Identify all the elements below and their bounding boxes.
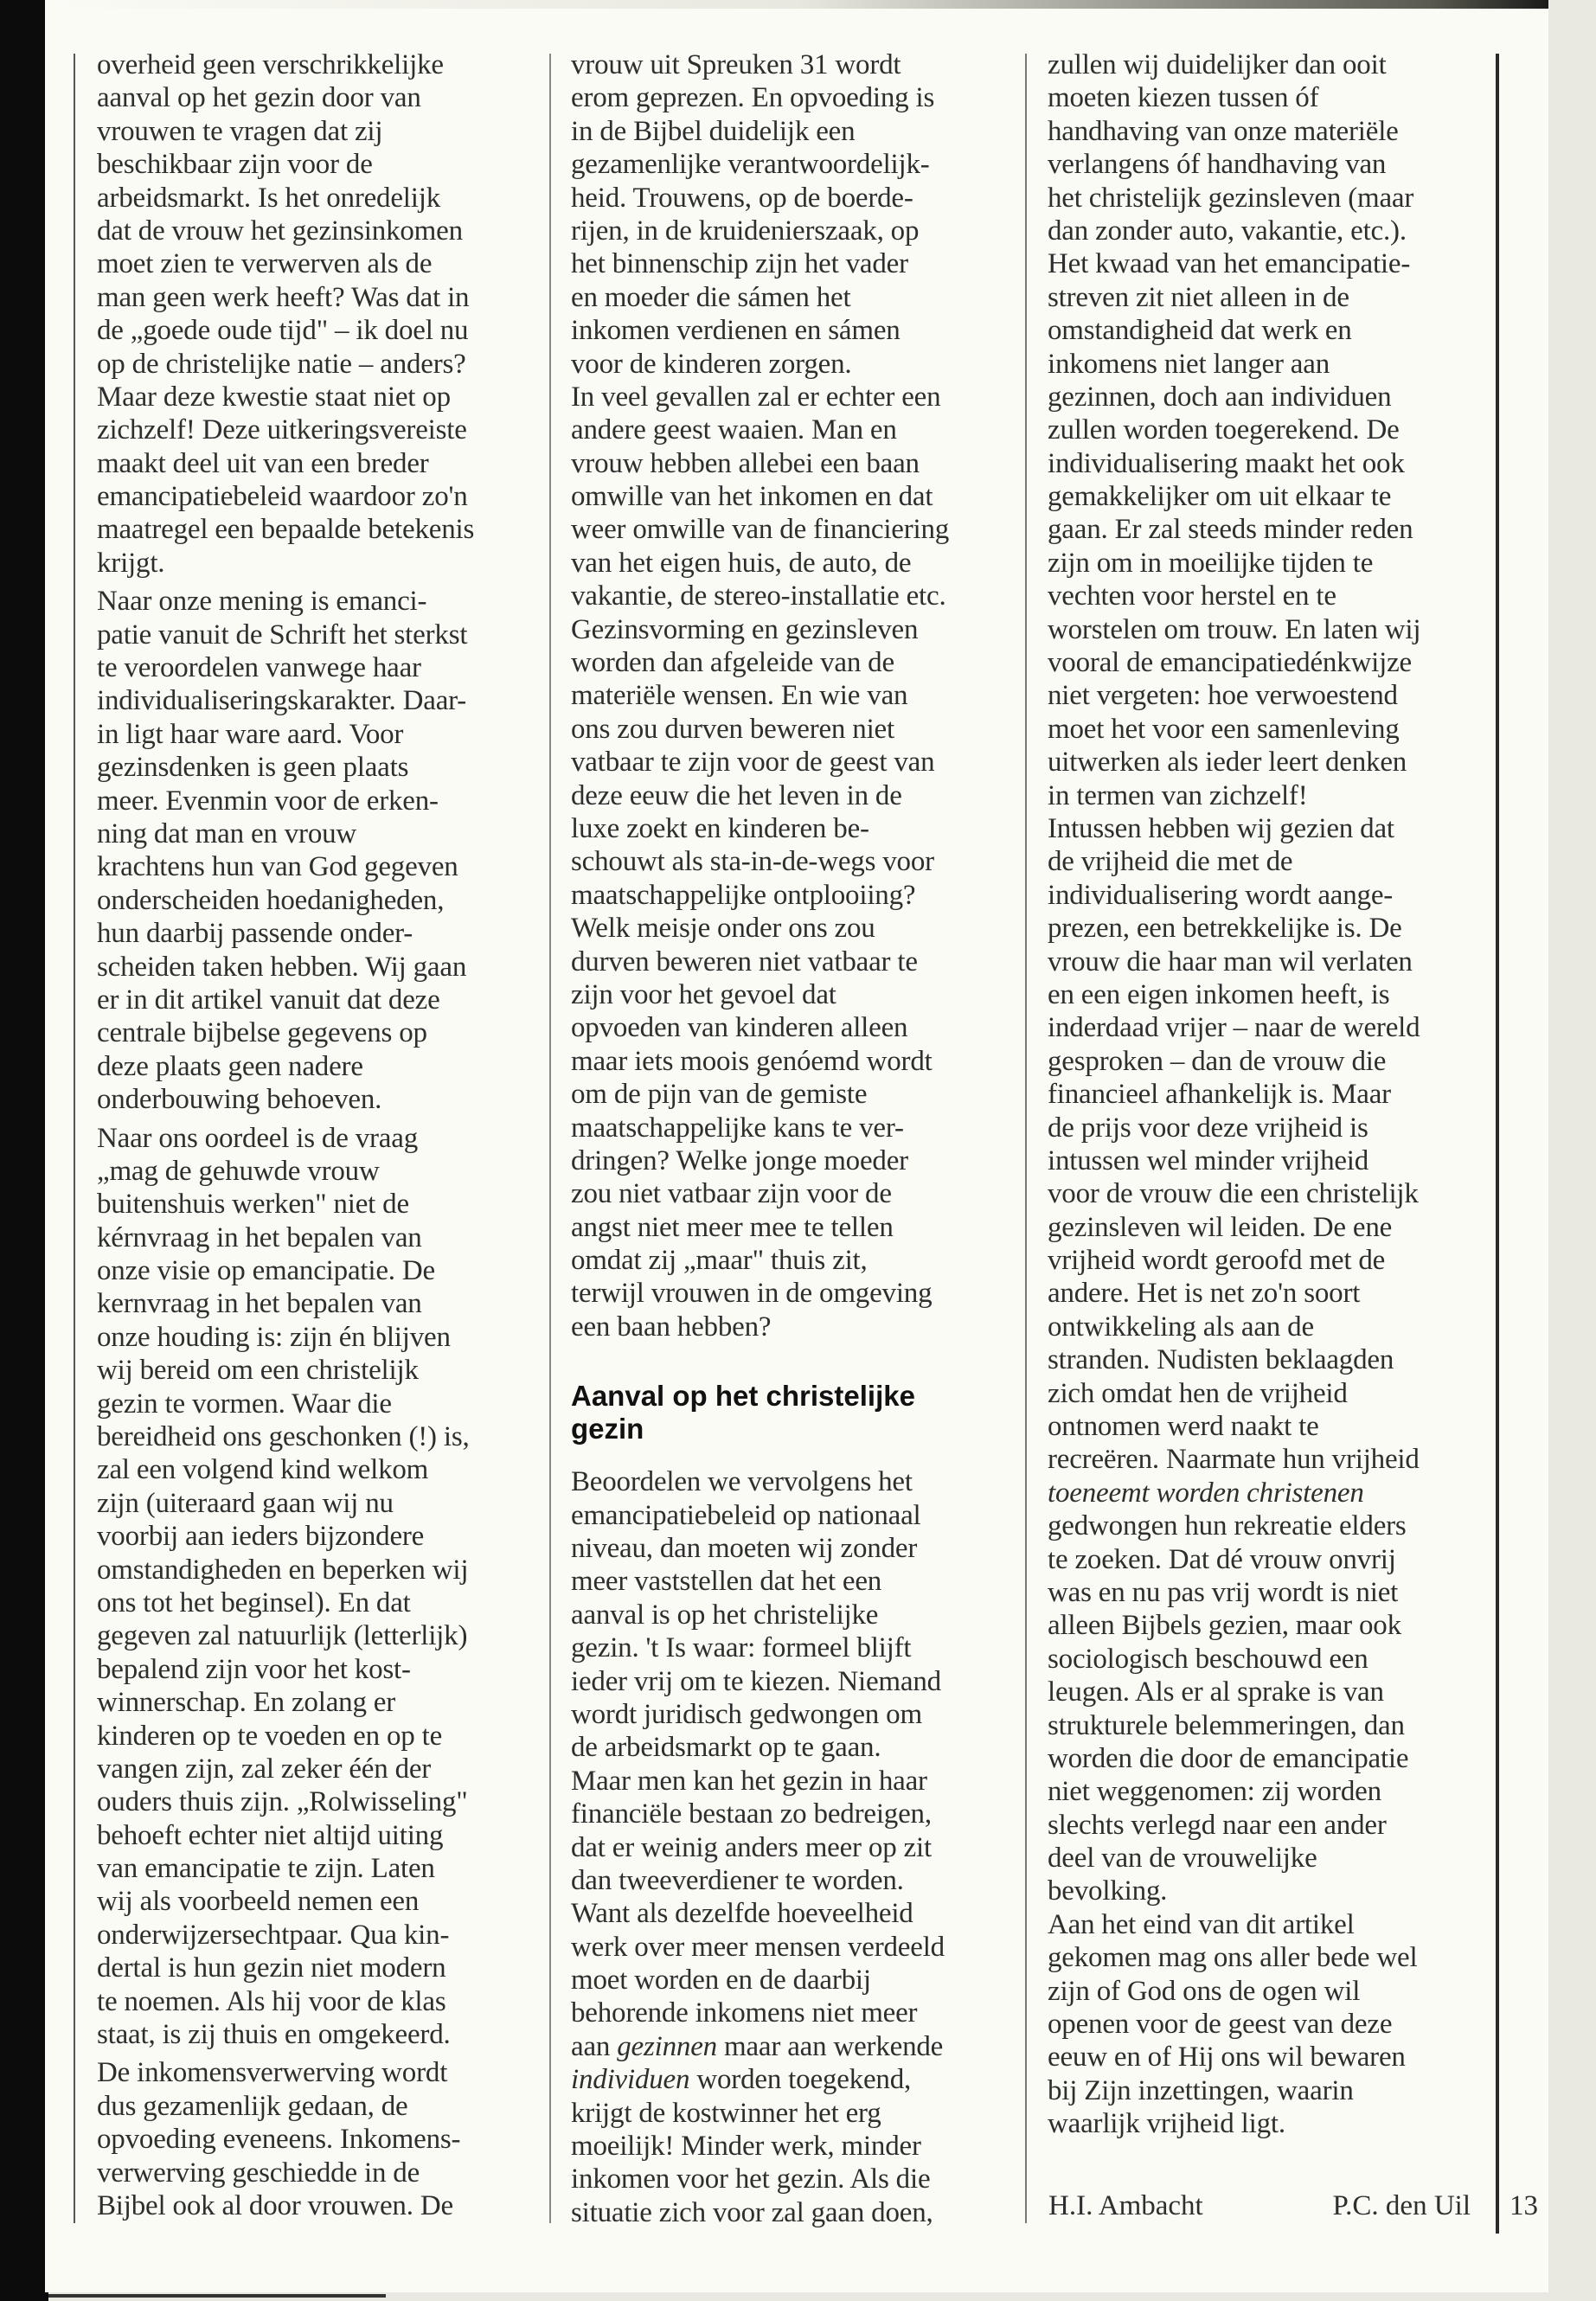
text-line: omstandigheid dat werk en (1048, 315, 1352, 347)
text-line: meer vaststellen dat het een (571, 1566, 882, 1598)
text-line: maakt deel uit van een breder (97, 447, 429, 479)
text-line: gekomen mag ons aller bede wel (1048, 1942, 1418, 1974)
text-line: dat er weinig anders meer op zit (571, 1831, 932, 1863)
text-line: terwijl vrouwen in de omgeving (571, 1278, 933, 1310)
page-margin-rule (1496, 54, 1499, 2234)
text-line: het christelijk gezinsleven (maar (1048, 182, 1414, 214)
text-line: gezinsleven wil leiden. De ene (1048, 1211, 1393, 1243)
text-line: „mag de gehuwde vrouw (97, 1155, 380, 1187)
text-line: individualiseringskarakter. Daar- (97, 685, 467, 717)
text-line: gedwongen hun rekreatie elders (1048, 1510, 1407, 1542)
text-line: zullen worden toegerekend. De (1048, 414, 1400, 446)
text-column-1 (97, 48, 534, 2222)
text-line: gezinsdenken is geen plaats (97, 752, 409, 784)
text-line: zijn voor het gevoel dat (571, 978, 836, 1010)
text-line: moeilijk! Minder werk, minder (571, 2131, 921, 2163)
text-line: worden dan afgeleide van de (571, 647, 894, 679)
text-line: ouders thuis zijn. „Rolwisseling" (97, 1786, 468, 1818)
text-line: meer. Evenmin voor de erken- (97, 785, 439, 817)
text-line: in de Bijbel duidelijk een (571, 115, 856, 147)
text-line: wordt juridisch gedwongen om (571, 1698, 922, 1730)
paragraph (571, 381, 1012, 1343)
section-heading (571, 1380, 1012, 1445)
text-line: waarlijk vrijheid ligt. (1048, 2108, 1285, 2140)
text-line: patie vanuit de Schrift het sterkst (97, 619, 468, 651)
text-line: slechts verlegd naar een ander (1048, 1809, 1387, 1841)
text-line: zichzelf! Deze uitkeringsvereiste (97, 414, 467, 446)
text-line: een baan hebben? (571, 1311, 772, 1343)
text-line: omwille van het inkomen en dat (571, 481, 933, 513)
text-line: zal een volgend kind welkom (97, 1454, 429, 1486)
text-line: ieder vrij om te kiezen. Niemand (571, 1665, 941, 1697)
text-line: prezen, een betrekkelijke is. De (1048, 913, 1402, 945)
text-line: verwerving geschiedde in de (97, 2157, 420, 2189)
text-line: hun daarbij passende onder- (97, 918, 413, 950)
text-line: staat, is zij thuis en omgekeerd. (97, 2019, 451, 2051)
text-line: andere. Het is net zo'n soort (1048, 1278, 1361, 1310)
text-line: voor de kinderen zorgen. (571, 348, 852, 380)
text-line: andere geest waaien. Man en (571, 414, 897, 446)
text-line: onze houding is: zijn én blijven (97, 1321, 451, 1353)
footer-author: P.C. den Uil (1332, 2190, 1471, 2221)
text-line: opvoeding eveneens. Inkomens- (97, 2124, 461, 2156)
text-line: emancipatiebeleid op nationaal (571, 1499, 921, 1531)
text-line: inkomens niet langer aan (1048, 348, 1330, 380)
text-line: individualisering maakt het ook (1048, 447, 1405, 479)
text-line: onderwijzersechtpaar. Qua kin- (97, 1919, 450, 1951)
text-line: stranden. Nudisten beklaagden (1048, 1344, 1394, 1376)
text-line: scheiden taken hebben. Wij gaan (97, 951, 467, 983)
text-line: beschikbaar zijn voor de (97, 149, 373, 181)
text-line: Bijbel ook al door vrouwen. De (97, 2190, 453, 2221)
text-line: voor de vrouw die een christelijk (1048, 1178, 1419, 1210)
text-line: te veroordelen vanwege haar (97, 652, 421, 684)
paragraph (571, 1465, 1012, 2229)
text-line: dan zonder auto, vakantie, etc.). (1048, 215, 1407, 247)
text-line: de arbeidsmarkt op te gaan. (571, 1732, 881, 1764)
text-line: ontwikkeling als aan de (1048, 1311, 1314, 1343)
text-line (571, 2030, 1012, 2063)
text-line: vrijheid wordt geroofd met de (1048, 1245, 1386, 1277)
text-line: dan tweeverdiener te worden. (571, 1864, 904, 1896)
text-line: Maar men kan het gezin in haar (571, 1765, 927, 1797)
text-line: Welk meisje onder ons zou (571, 913, 875, 945)
text-line: gemakkelijker om uit elkaar te (1048, 481, 1392, 513)
text-line: van het eigen huis, de auto, de (571, 547, 912, 579)
text-line: Naar onze mening is emanci- (97, 586, 427, 618)
text-line: Maar deze kwestie staat niet op (97, 381, 451, 413)
text-line: zijn om in moeilijke tijden te (1048, 547, 1374, 579)
text-line: Aan het eind van dit artikel (1048, 1908, 1355, 1940)
text-line: weer omwille van de financiering (571, 514, 950, 546)
text-line: financiële bestaan zo bedreigen, (571, 1798, 932, 1830)
scan-top-shadow (45, 0, 1548, 9)
text-line: de prijs voor deze vrijheid is (1048, 1112, 1368, 1144)
text-line: vrouw die haar man wil verlaten (1048, 945, 1413, 977)
text-line: behorende inkomens niet meer (571, 1997, 918, 2029)
text-line: er in dit artikel vanuit dat deze (97, 984, 440, 1016)
text-line: wij als voorbeeld nemen een (97, 1886, 420, 1918)
text-line: man geen werk heeft? Was dat in (97, 281, 470, 313)
text-line: heid. Trouwens, op de boerde- (571, 182, 913, 214)
text-line: deel van de vrouwelijke (1048, 1843, 1317, 1875)
text-line: bepalend zijn voor het kost- (97, 1653, 411, 1685)
text-line: gezin. 't Is waar: formeel blijft (571, 1632, 912, 1664)
text-line: maatregel een bepaalde betekenis (97, 514, 475, 546)
text-line: materiële wensen. En wie van (571, 680, 908, 712)
text-line: wij bereid om een christelijk (97, 1355, 419, 1387)
text-span: worden toegekend, (689, 2064, 912, 2096)
text-line: behoeft echter niet altijd uiting (97, 1819, 444, 1851)
text-line: situatie zich voor zal gaan doen, (571, 2196, 933, 2228)
text-line: voorbij aan ieders bijzondere (97, 1521, 425, 1553)
text-line: De inkomensverwerving wordt (97, 2057, 448, 2089)
text-line: bij Zijn inzettingen, waarin (1048, 2074, 1354, 2106)
text-line: vooral de emancipatiedénkwijze (1048, 647, 1412, 679)
paragraph (97, 585, 534, 1116)
italic-text: toeneemt worden christenen (1048, 1477, 1364, 1509)
scan-bottom-mark (48, 2294, 386, 2298)
text-span: aan (571, 2030, 618, 2062)
text-line: in termen van zichzelf! (1048, 779, 1308, 811)
paragraph (571, 48, 1012, 381)
text-line: kérnvraag in het bepalen van (97, 1221, 422, 1253)
text-line: te zoeken. Dat dé vrouw onvrij (1048, 1543, 1396, 1575)
text-line: sociologisch beschouwd een (1048, 1643, 1368, 1675)
text-line: vakantie, de stereo-installatie etc. (571, 580, 946, 612)
text-column-2 (571, 48, 1012, 2229)
column-rule (1025, 54, 1027, 2223)
text-line: bereidheid ons geschonken (!) is, (97, 1421, 470, 1453)
text-span: maar aan werkende (716, 2030, 944, 2062)
text-line: emancipatiebeleid waardoor zo'n (97, 481, 468, 513)
text-line: en een eigen inkomen heeft, is (1048, 978, 1390, 1010)
text-line: Intussen hebben wij gezien dat (1048, 812, 1394, 844)
footer-place: H.I. Ambacht (1048, 2190, 1203, 2221)
text-line: uitwerken als ieder leert denken (1048, 747, 1407, 779)
text-line: durven beweren niet vatbaar te (571, 945, 918, 977)
scan-left-edge (0, 0, 48, 2301)
text-line: de „goede oude tijd" – ik doel nu (97, 315, 469, 347)
text-line: streven zit niet alleen in de (1048, 281, 1349, 313)
text-line: gesproken – dan de vrouw die (1048, 1045, 1387, 1077)
text-column-3 (1048, 48, 1489, 2141)
text-line: Naar ons oordeel is de vraag (97, 1122, 418, 1154)
text-line: de vrijheid die met de (1048, 846, 1293, 878)
text-line: op de christelijke natie – anders? (97, 348, 466, 380)
text-line: verlangens óf handhaving van (1048, 149, 1387, 181)
text-line: niet vergeten: hoe verwoestend (1048, 680, 1398, 712)
text-line: vatbaar te zijn voor de geest van (571, 747, 935, 779)
text-line: dat de vrouw het gezinsinkomen (97, 215, 463, 247)
text-line: Gezinsvorming en gezinsleven (571, 613, 919, 645)
text-line: moet zien te verwerven als de (97, 248, 433, 280)
text-line: worstelen om trouw. En laten wij (1048, 613, 1421, 645)
text-line: deze eeuw die het leven in de (571, 779, 902, 811)
text-line: gezamenlijke verantwoordelijk- (571, 149, 930, 181)
text-line: dringen? Welke jonge moeder (571, 1144, 908, 1176)
text-line: handhaving van onze materiële (1048, 115, 1399, 147)
text-line: inkomen verdienen en sámen (571, 315, 901, 347)
text-line: omstandigheden en beperken wij (97, 1554, 469, 1586)
paragraph (97, 1122, 534, 2052)
text-line: moeten kiezen tussen óf (1048, 82, 1319, 114)
text-line: van emancipatie te zijn. Laten (97, 1853, 435, 1885)
text-line: rijen, in de kruidenierszaak, op (571, 215, 920, 247)
text-line: individualisering wordt aange- (1048, 879, 1394, 911)
text-line: om de pijn van de gemiste (571, 1079, 868, 1111)
text-line: financieel afhankelijk is. Maar (1048, 1079, 1391, 1111)
text-line: luxe zoekt en kinderen be- (571, 812, 869, 844)
text-line: krijgt de kostwinner het erg (571, 2097, 881, 2129)
text-line: Want als dezelfde hoeveelheid (571, 1898, 913, 1930)
text-line: schouwt als sta-in-de-wegs voor (571, 846, 934, 878)
text-line: gezin te vormen. Waar die (97, 1388, 392, 1420)
text-line: vrouw hebben allebei een baan (571, 447, 920, 479)
text-line: gezin (571, 1413, 644, 1445)
text-line: overheid geen verschrikkelijke (97, 49, 444, 80)
text-line: vrouwen te vragen dat zij (97, 115, 383, 147)
text-line: zich omdat hen de vrijheid (1048, 1377, 1348, 1409)
text-line: deze plaats geen nadere (97, 1050, 363, 1082)
text-line: Aanval op het christelijke (571, 1380, 915, 1413)
text-line: maatschappelijke kans te ver- (571, 1112, 904, 1144)
text-line: ons zou durven beweren niet (571, 713, 894, 745)
text-line: kernvraag in het bepalen van (97, 1288, 422, 1320)
text-line: Beoordelen we vervolgens het (571, 1466, 913, 1498)
text-line: onderbouwing behoeven. (97, 1084, 382, 1116)
text-line: openen voor de geest van deze (1048, 2009, 1393, 2041)
text-line: arbeidsmarkt. Is het onredelijk (97, 182, 441, 214)
text-line (1048, 1477, 1489, 1509)
text-line: inkomen voor het gezin. Als die (571, 2163, 931, 2195)
text-line: zijn (uiteraard gaan wij nu (97, 1487, 394, 1519)
text-line: en moeder die sámen het (571, 281, 851, 313)
text-line: maar iets moois genóemd wordt (571, 1045, 933, 1077)
text-line: vechten voor herstel en te (1048, 580, 1336, 612)
paragraph (1048, 812, 1489, 1908)
text-line: inderdaad vrijer – naar de wereld (1048, 1012, 1420, 1044)
text-line: winnerschap. En zolang er (97, 1687, 396, 1719)
text-line: vangen zijn, zal zeker één der (97, 1753, 432, 1785)
page-number: 13 (1509, 2190, 1538, 2221)
text-line: krachtens hun van God gegeven (97, 851, 458, 883)
text-line: alleen Bijbels gezien, maar ook (1048, 1610, 1401, 1642)
text-line: centrale bijbelse gegevens op (97, 1017, 427, 1049)
text-line: buitenshuis werken" niet de (97, 1189, 409, 1221)
text-line: gaan. Er zal steeds minder reden (1048, 514, 1413, 546)
paragraph (1048, 1908, 1489, 2141)
column-rule (74, 54, 75, 2223)
text-line: zou niet vatbaar zijn voor de (571, 1178, 892, 1210)
text-line: bevolking. (1048, 1875, 1168, 1907)
text-line: krijgt. (97, 547, 165, 579)
text-line: aanval is op het christelijke (571, 1599, 879, 1631)
text-line: gezinnen, doch aan individuen (1048, 381, 1392, 413)
text-line: ons tot het beginsel). En dat (97, 1586, 411, 1618)
text-line: angst niet meer mee te tellen (571, 1211, 894, 1243)
text-line: was en nu pas vrij wordt is niet (1048, 1576, 1399, 1608)
text-line: dertal is hun gezin niet modern (97, 1952, 446, 1984)
text-line: In veel gevallen zal er echter een (571, 381, 941, 413)
paragraph (97, 48, 534, 580)
text-line: dus gezamenlijk gedaan, de (97, 2090, 408, 2122)
text-line: niet weggenomen: zij worden (1048, 1776, 1381, 1808)
text-line: gegeven zal natuurlijk (letterlijk) (97, 1620, 468, 1652)
text-line: vrouw uit Spreuken 31 wordt (571, 49, 901, 80)
text-line: aanval op het gezin door van (97, 82, 421, 114)
text-line: intussen wel minder vrijheid (1048, 1144, 1369, 1176)
text-line: erom geprezen. En opvoeding is (571, 82, 935, 114)
text-line: ning dat man en vrouw (97, 817, 357, 849)
text-line: worden die door de emancipatie (1048, 1742, 1409, 1774)
text-line: leugen. Als er al sprake is van (1048, 1676, 1384, 1708)
column-rule (549, 54, 551, 2223)
paragraph (1048, 48, 1489, 812)
text-line: werk over meer mensen verdeeld (571, 1931, 945, 1963)
text-line: te noemen. Als hij voor de klas (97, 1985, 446, 2017)
text-line: het binnenschip zijn het vader (571, 248, 908, 280)
text-line: niveau, dan moeten wij zonder (571, 1533, 918, 1565)
text-line: omdat zij „maar" thuis zit, (571, 1245, 868, 1277)
text-line: moet het voor een samenleving (1048, 713, 1400, 745)
text-line: strukturele belemmeringen, dan (1048, 1709, 1405, 1741)
italic-text: gezinnen (617, 2030, 717, 2062)
text-line: Het kwaad van het emancipatie- (1048, 248, 1411, 280)
italic-text: individuen (571, 2064, 690, 2096)
text-line: zijn of God ons de ogen wil (1048, 1975, 1361, 2007)
text-line (571, 2063, 1012, 2096)
paragraph (97, 2056, 534, 2222)
text-line: kinderen op te voeden en op te (97, 1720, 443, 1752)
text-line: zullen wij duidelijker dan ooit (1048, 49, 1387, 80)
text-line: ontnomen werd naakt te (1048, 1411, 1319, 1443)
text-line: in ligt haar ware aard. Voor (97, 718, 404, 750)
text-line: onze visie op emancipatie. De (97, 1255, 435, 1287)
text-line: moet worden en de daarbij (571, 1965, 871, 1997)
text-line: onderscheiden hoedanigheden, (97, 884, 445, 916)
text-line: opvoeden van kinderen alleen (571, 1012, 908, 1044)
text-line: eeuw en of Hij ons wil bewaren (1048, 2041, 1406, 2073)
text-line: maatschappelijke ontplooiing? (571, 879, 916, 911)
text-line: recreëren. Naarmate hun vrijheid (1048, 1444, 1420, 1476)
